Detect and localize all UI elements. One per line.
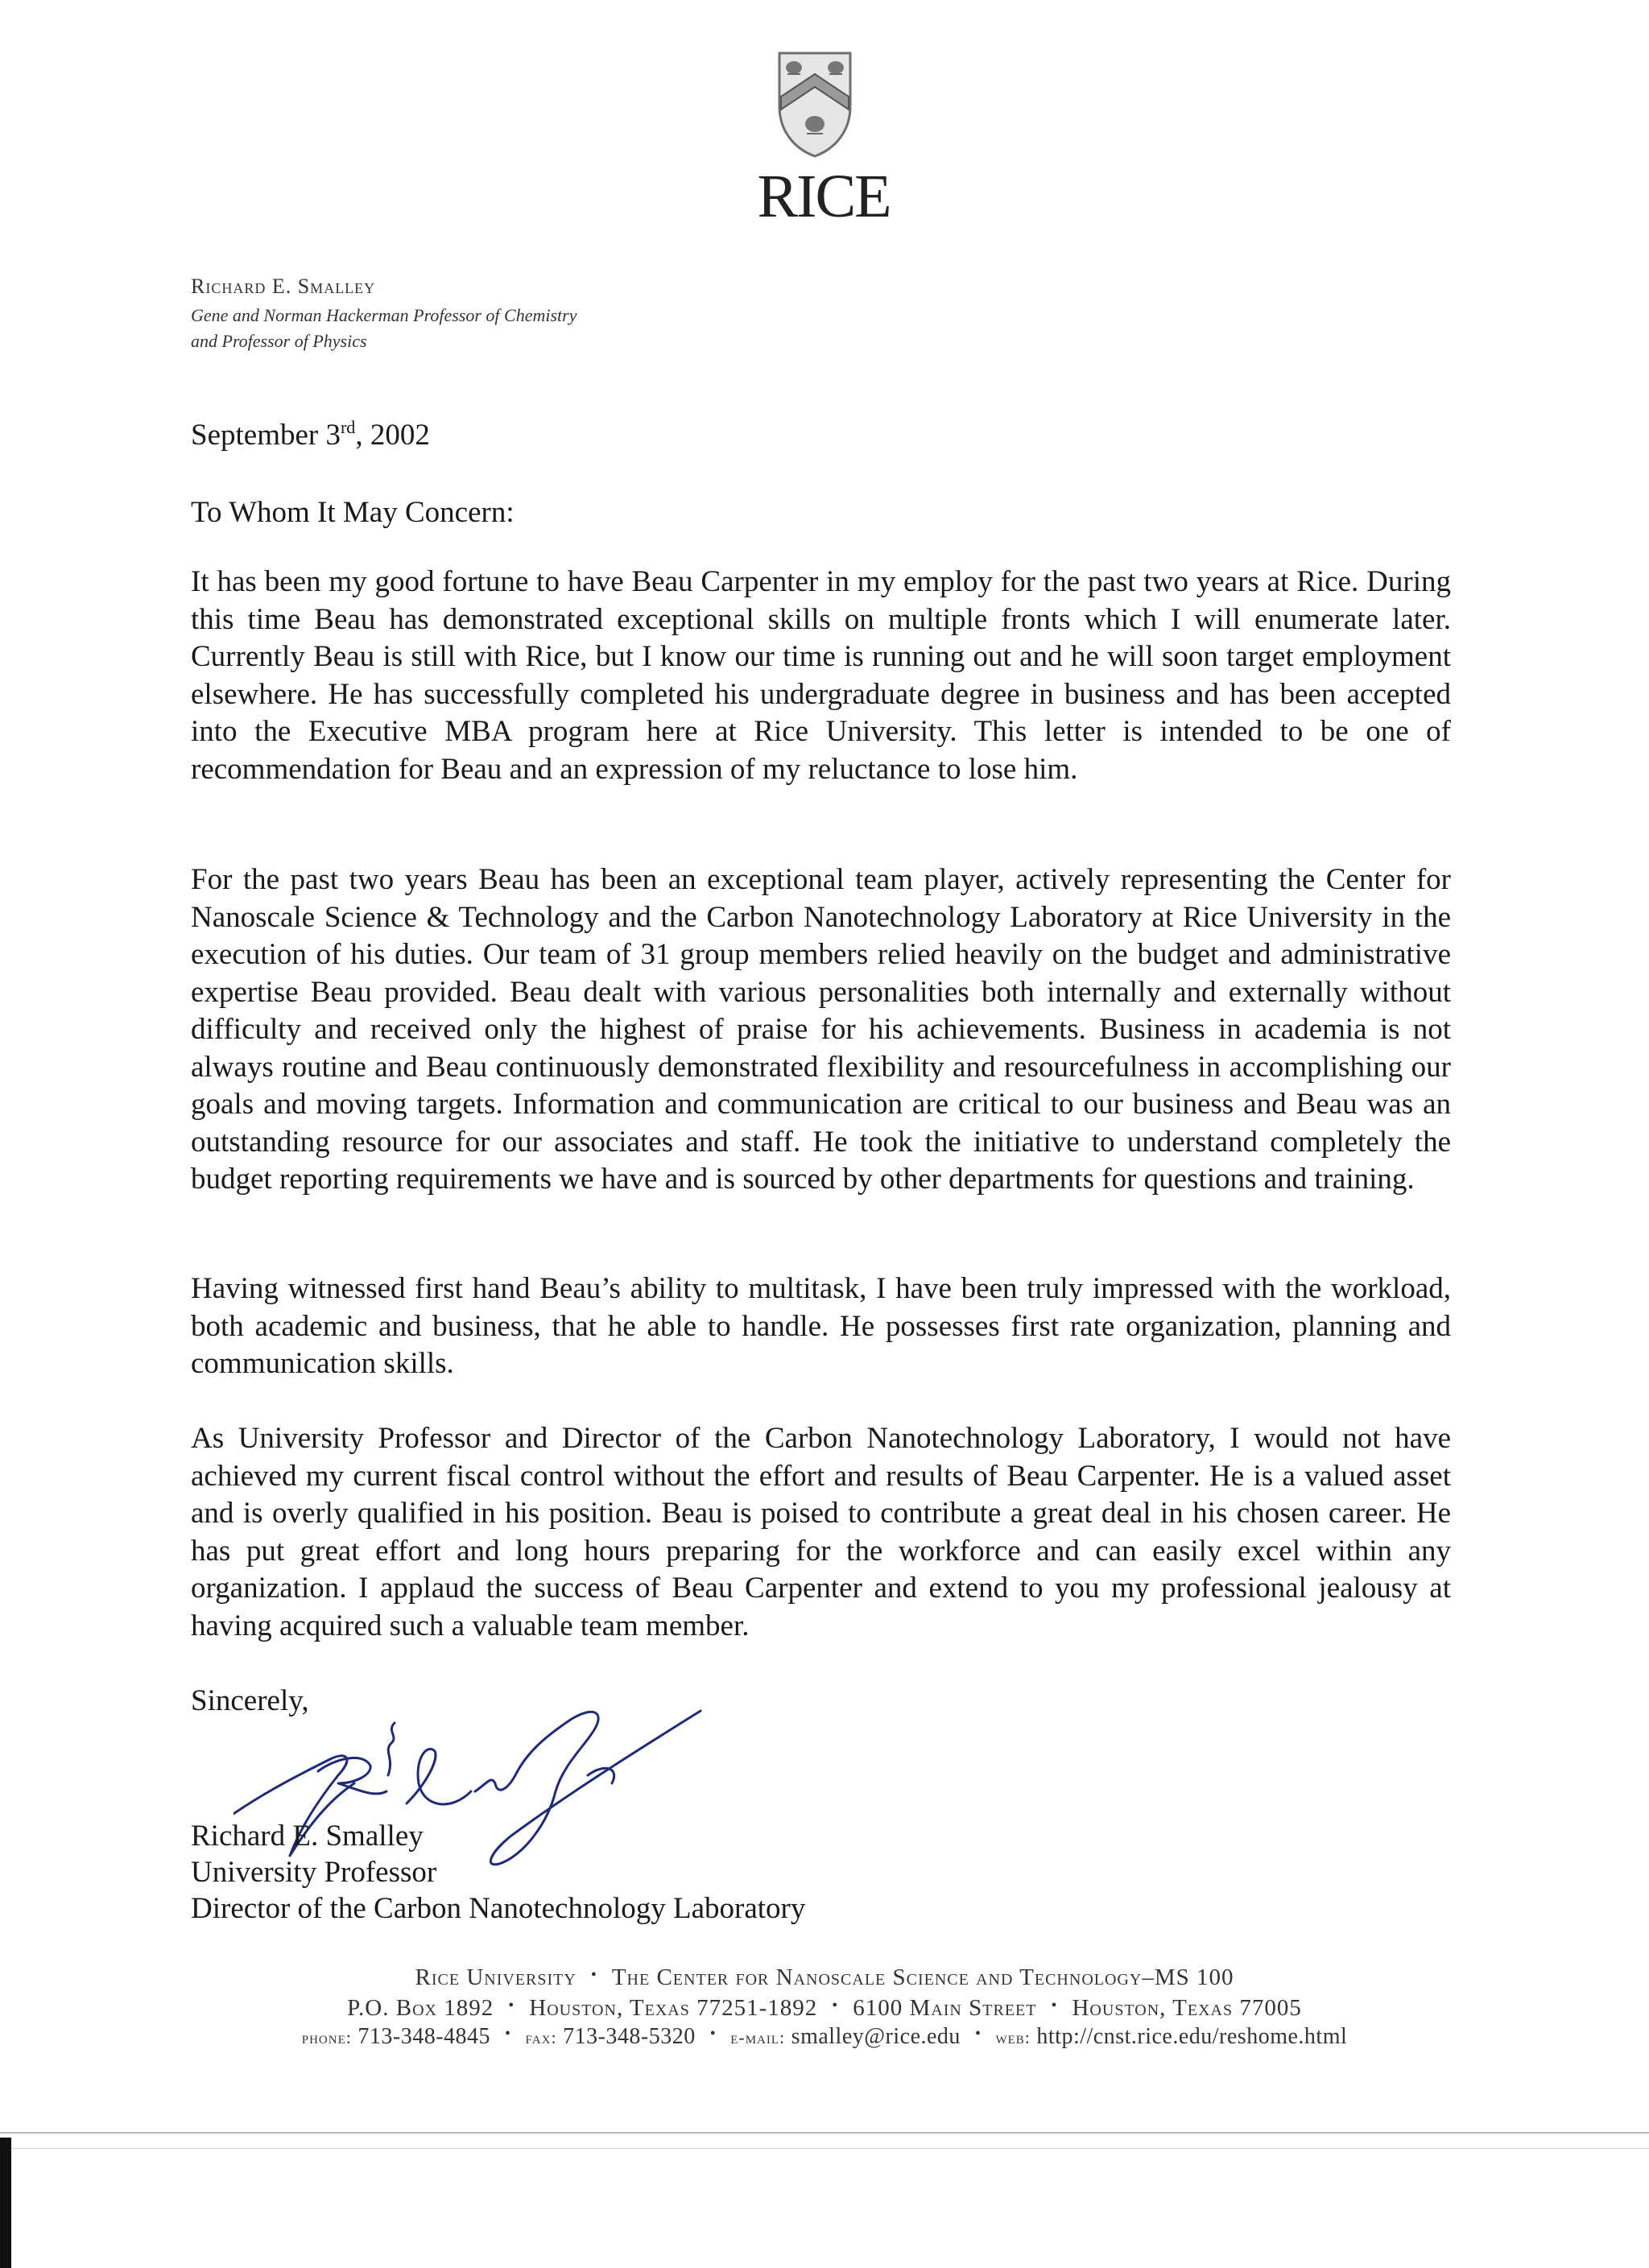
sender-title-line-2: and Professor of Physics [191, 331, 367, 351]
footer-line-2 [0, 1995, 1649, 2022]
sender-name: Richard E. Smalley [191, 275, 376, 298]
body-paragraph-4: As University Professor and Director of the Carbon Nanotechnology Laboratory, I would not have achieved my current fiscal control without the effort and results of Beau Carpenter. He is a valued asset and is overly qualified in his position. Beau is poised to contribute a great deal in his chosen career. He has put great effort and long hours preparing for the workforce and can easily excel within any organization. I applaud the success of Beau Carpenter and extend to you my professional jealousy at having acquired such a valuable team member. [191, 1422, 1451, 1642]
body-paragraph-1: It has been my good fortune to have Beau Carpenter in my employ for the past two years at Rice. During this time Beau has demonstrated exceptional skills on multiple fronts which I will enumerate later. Currently Beau is still with Rice, but I know our time is running out and he will soon target employment elsewhere. He has successfully completed his undergraduate degree in business and has been accepted into the Executive MBA program here at Rice University. This letter is intended to be one of recommendation for Beau and an expression of my reluctance to lose him. [191, 565, 1451, 786]
footer-separator: • [508, 1997, 515, 2014]
date-suffix: rd [340, 417, 356, 437]
footer-separator: • [505, 2025, 511, 2043]
sender-title-line-1: Gene and Norman Hackerman Professor of Chemistry [191, 305, 577, 325]
footer-separator: • [832, 1997, 839, 2014]
footer-city-2: Houston, Texas 77005 [1072, 1995, 1302, 2021]
date-year: , 2002 [355, 419, 430, 452]
letter-date [191, 417, 430, 454]
footer-separator: • [590, 1966, 597, 1984]
footer-web: http://cnst.rice.edu/reshome.html [1036, 2024, 1348, 2049]
footer-phone: 713-348-4845 [357, 2024, 491, 2049]
footer-fax-label: fax: [525, 2027, 557, 2047]
footer-separator: • [974, 2025, 982, 2043]
body-paragraph-2: For the past two years Beau has been an exceptional team player, actively representing the Center for Nanoscale Science & Technology and the Carbon Nanotechnology Laboratory at Rice University in the execution of his duties. Our team of 31 group members relied heavily on the budget and administrative expertise Beau provided. Beau dealt with various personalities both internally and externally without difficulty and received only the highest of praise for his achievements. Business in academia is not always routine and Beau continuously demonstrated flexibility and resourcefulness in accomplishing our goals and moving targets. Information and communication are critical to our business and Beau was an outstanding resource for our associates and staff. He took the initiative to understand completely the budget reporting requirements we have and is sourced by other departments for questions and training. [191, 863, 1451, 1196]
footer-line-1 [0, 1964, 1649, 1991]
rice-crest-logo [776, 50, 853, 159]
closing: Sincerely, [191, 1684, 309, 1717]
footer-city-1: Houston, Texas 77251-1892 [529, 1995, 818, 2021]
signer-title-1: University Professor [191, 1856, 437, 1889]
footer-line-3 [0, 2024, 1649, 2050]
scan-edge-line [0, 2132, 1649, 2134]
footer-center: The Center for Nanoscale Science and Technology–MS 100 [611, 1964, 1234, 1990]
signer-name: Richard E. Smalley [191, 1820, 424, 1853]
scan-edge-line [0, 2148, 1649, 2149]
footer-email-label: e-mail: [730, 2027, 786, 2047]
body-paragraph-3: Having witnessed first hand Beau’s ability to multitask, I have been truly impressed with the workload, both academic and business, that he able to handle. He possesses first rate organization, planning and communication skills. [191, 1272, 1451, 1380]
sender-title [191, 303, 577, 354]
footer-phone-label: phone: [301, 2027, 352, 2047]
footer-university: Rice University [415, 1964, 577, 1990]
signer-title-2: Director of the Carbon Nanotechnology Laboratory [191, 1892, 806, 1925]
footer-po-box: P.O. Box 1892 [347, 1995, 494, 2021]
footer-street: 6100 Main Street [853, 1995, 1037, 2021]
salutation: To Whom It May Concern: [191, 496, 515, 529]
footer-separator: • [709, 2025, 717, 2043]
footer-web-label: web: [995, 2027, 1031, 2047]
signature-block [191, 1818, 805, 1927]
footer-fax: 713-348-5320 [563, 2024, 696, 2049]
date-month-day: September 3 [191, 419, 341, 452]
footer-separator: • [1051, 1997, 1058, 2014]
rice-wordmark: RICE [757, 163, 891, 230]
footer-email: smalley@rice.edu [791, 2024, 961, 2049]
scan-edge-shadow [0, 2138, 11, 2268]
